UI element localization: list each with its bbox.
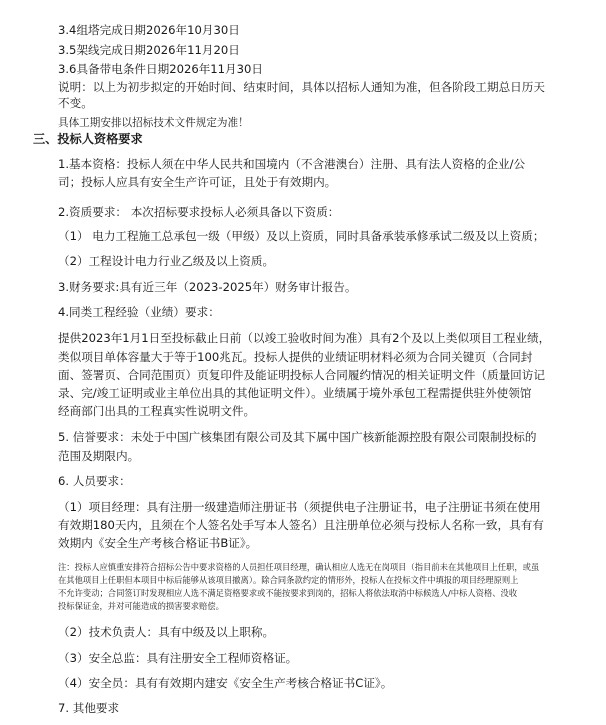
note-line-2: 不变。 [58,96,93,110]
req4-title: 4.同类工程经验（业绩）要求： [58,305,220,319]
req4-line-1: 提供2023年1月1日至投标截止日前（以竣工验收时间为准）具有2个及以上类似项目工程业绩， [58,331,551,345]
req6-pm-line-1: （1）项目经理：具有注册一级建造师注册证书（须提供电子注册证书，电子注册证书须在使用 [58,500,541,514]
req6-note-line-3: 不允许变动；合同签订时发现相应人选不满足资格要求或不能按要求到岗的，招标人将依法取消中标候选人/中标人资格、没收 [58,588,518,598]
req2-title: 2.资质要求： 本次招标要求投标人必须具备以下资质： [58,205,340,219]
req7-title: 7. 其他要求 [58,701,120,715]
req3-text: 3.财务要求:具有近三年（2023-2025年）财务审计报告。 [58,280,357,294]
req6-item-3: （3）安全总监：具有注册安全工程师资格证。 [58,651,298,665]
req6-item-2: （2）技术负责人：具有中级及以上职称。 [58,625,275,639]
req4-line-2: 类似项目单体容量大于等于100兆瓦。投标人提供的业绩证明材料必须为合同关键页（合同封 [58,350,533,364]
section-heading: 三、投标人资格要求 [33,132,143,146]
schedule-line-2: 3.5架线完成日期2026年11月20日 [58,43,240,57]
req1-line-2: 司；投标人应具有安全生产许可证，且处于有效期内。 [58,175,337,189]
req5-line-2: 范围及期限内。 [58,449,140,463]
req6-note-line-1: 注：投标人应慎重安排符合招标公告中要求资格的人员担任项目经理，确认相应人选无在岗项目（指目前未在其他项目上任职，或虽 [58,562,540,572]
note-line-1: 说明：以上为初步拟定的开始时间、结束时间，具体以招标人通知为准，但各阶段工期总日历天 [58,80,545,94]
schedule-line-1: 3.4组塔完成日期2026年10月30日 [58,23,240,37]
req4-line-3: 面、签署页、合同范围页）页复印件及能证明投标人合同履约情况的相关证明文件（质量回访记 [58,368,545,382]
req6-note-line-2: 在其他项目上任职但本项目中标后能够从该项目撤离）。除合同条款约定的情形外，投标人在投标文件中填报的项目经理原则上 [58,575,519,585]
req1-line-1: 1.基本资格：投标人须在中华人民共和国境内（不含港澳台）注册、具有法人资格的企业/公 [58,157,526,171]
req6-pm-line-2: 有效期180天内，且须在个人签名处手写本人签名）且注册单位必须与投标人名称一致，具有有 [58,518,544,532]
req4-line-4: 录、完/竣工证明或业主单位出具的其他证明文件）。业绩属于境外承包工程需提供驻外使领馆 [58,386,532,400]
req2-item-1: （1） 电力工程施工总承包一级（甲级）及以上资质，同时具备承装承修承试二级及以上资质； [58,229,545,243]
req5-line-1: 5. 信誉要求：未处于中国广核集团有限公司及其下属中国广核新能源控股有限公司限制投标的 [58,430,537,444]
req4-line-5: 经商部门出具的工程真实性说明文件。 [58,404,256,418]
req6-item-4: （4）安全员：具有有效期内建安《安全生产考核合格证书C证》。 [58,676,393,690]
schedule-line-3: 3.6具备带电条件日期2026年11月30日 [58,62,263,76]
req6-pm-line-3: 效期内《安全生产考核合格证书B证》。 [58,536,258,550]
req6-title: 6. 人员要求： [58,474,131,488]
req2-item-2: （2）工程设计电力行业乙级及以上资质。 [58,254,275,268]
req6-note-line-4: 投标保证金，并对可能造成的损害要求赔偿。 [58,601,224,611]
note-line-3: 具体工期安排以招标技术文件规定为准！ [58,117,249,129]
